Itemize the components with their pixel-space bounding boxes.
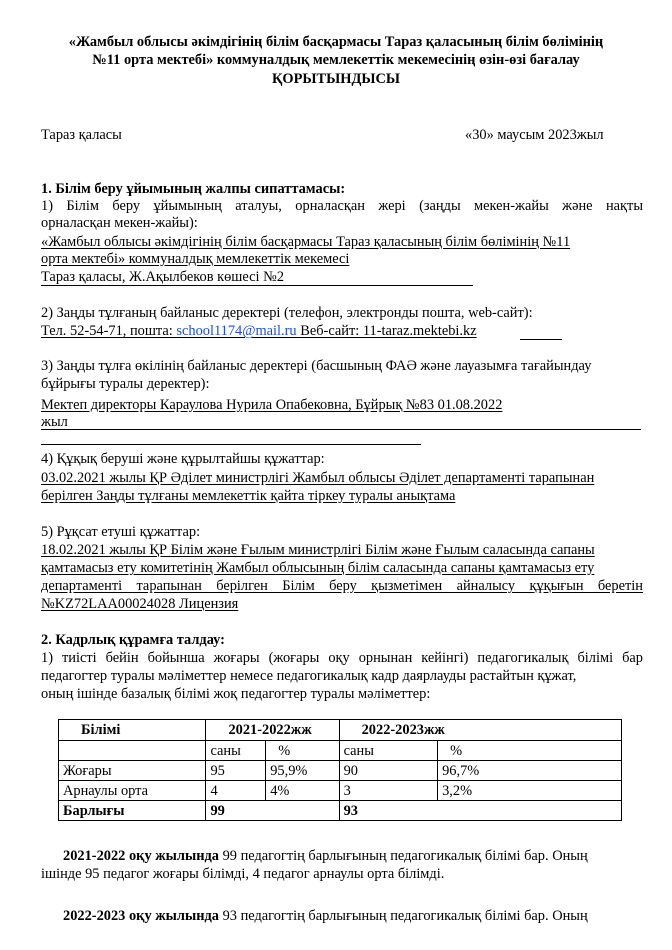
header-line-2: №11 орта мектебі» коммуналдық мемлекеттік мекемесінің өзін-өзі бағалау bbox=[92, 52, 580, 68]
paragraph-2021-year: 2021-2022 оқу жылында bbox=[63, 848, 219, 864]
phone: Тел. 52-54-71, пошта: bbox=[41, 323, 177, 339]
paragraph-2022 bbox=[63, 907, 588, 925]
section-2-intro-1: 1) тиісті бейін бойынша жоғары (жоғары оқу орнынан кейінгі) педагогикалық білімі бар bbox=[41, 650, 643, 666]
director-info-cont: жыл bbox=[41, 414, 68, 430]
address-underline bbox=[41, 285, 473, 286]
item-2-label: 2) Заңды тұлғаның байланыс деректері (телефон, электронды пошта, web-сайт): bbox=[41, 305, 533, 321]
section-2-title: 2. Кадрлық құрамға талдау: bbox=[41, 632, 225, 648]
staff-education-table bbox=[58, 719, 622, 821]
item-5-doc-line-1: 18.02.2021 жылы ҚР Білім және Ғылым министрлігі Білім және Ғылым саласында сапаны bbox=[41, 542, 595, 558]
row-count-2: 90 bbox=[339, 761, 438, 781]
header-line-1: «Жамбыл облысы әкімдігінің білім басқармасы Тараз қаласының білім бөлімінің bbox=[68, 34, 604, 50]
section-2-intro-2: педагогтер туралы мәліметтер немесе педагогикалық кадр даярлауды растайтын құжат, bbox=[41, 668, 577, 684]
row-percent-1: 4% bbox=[266, 781, 339, 801]
organization-name-cont: орта мектебі» коммуналдық мемлекеттік мекемесі bbox=[41, 251, 350, 267]
row-count-2: 3 bbox=[339, 781, 438, 801]
director-info: Мектеп директоры Караулова Нурила Опабековна, Бұйрық №83 01.08.2022 bbox=[41, 397, 503, 413]
paragraph-2021 bbox=[63, 847, 588, 865]
separator-line bbox=[41, 444, 421, 445]
row-count-1: 95 bbox=[206, 761, 266, 781]
total-year-2: 93 bbox=[339, 801, 621, 821]
total-year-1: 99 bbox=[206, 801, 339, 821]
row-label: Жоғары bbox=[59, 761, 206, 781]
table-row bbox=[59, 761, 622, 781]
section-1-title: 1. Білім беру ұйымының жалпы сипаттамасы: bbox=[41, 181, 346, 197]
place: Тараз қаласы bbox=[41, 127, 122, 143]
subheader-empty bbox=[59, 741, 206, 761]
organization-name: «Жамбыл облысы әкімдігінің білім басқармасы Тараз қаласының білім бөлімінің №11 bbox=[41, 234, 571, 250]
row-percent-2: 96,7% bbox=[438, 761, 622, 781]
item-1-label-cont: орналасқан мекен-жайы): bbox=[41, 215, 198, 231]
paragraph-2021-cont: ішінде 95 педагог жоғары білімді, 4 педагог арнаулы орта білімді. bbox=[41, 866, 445, 882]
date: «30» маусым 2023жыл bbox=[465, 127, 604, 143]
document-title: ҚОРЫТЫНДЫСЫ bbox=[271, 71, 401, 87]
header-year-2: 2022-2023жж bbox=[339, 720, 621, 741]
item-4-label: 4) Құқық беруші және құрылтайшы құжаттар: bbox=[41, 451, 325, 467]
subheader-count-1: саны bbox=[206, 741, 266, 761]
table-subheader-row bbox=[59, 741, 622, 761]
contacts-underline bbox=[520, 339, 562, 340]
item-5-label: 5) Рұқсат етуші құжаттар: bbox=[41, 524, 201, 540]
paragraph-2021-text: 99 педагогтің барлығының педагогикалық білімі бар. Оның bbox=[218, 848, 588, 864]
table-header-row bbox=[59, 720, 622, 741]
item-5-doc-line-4: №KZ72LAA00024028 Лицензия bbox=[41, 596, 239, 612]
director-underline bbox=[41, 429, 641, 430]
subheader-percent-1: % bbox=[266, 741, 339, 761]
header-education: Білімі bbox=[59, 720, 206, 741]
row-percent-2: 3,2% bbox=[438, 781, 622, 801]
item-1-label: 1) Білім беру ұйымының аталуы, орналасқан жері (заңды мекен-жайы және нақты bbox=[41, 198, 643, 214]
paragraph-2022-year: 2022-2023 оқу жылында bbox=[63, 908, 219, 924]
paragraph-2022-text: 93 педагогтің барлығының педагогикалық білімі бар. Оның bbox=[218, 908, 588, 924]
row-percent-1: 95,9% bbox=[266, 761, 339, 781]
table-row bbox=[59, 781, 622, 801]
website: Веб-сайт: 11-taraz.mektebi.kz bbox=[296, 323, 477, 339]
total-label: Барлығы bbox=[59, 801, 206, 821]
item-3-label-cont: бұйрығы туралы деректер): bbox=[41, 376, 210, 392]
item-3-label: 3) Заңды тұлға өкілінің байланыс деректері (басшының ФАӘ және лауазымға тағайындау bbox=[41, 358, 592, 374]
section-2-intro-3: оның ішінде базалық білімі жоқ педагогтер туралы мәліметтер: bbox=[41, 686, 431, 702]
subheader-count-2: саны bbox=[339, 741, 438, 761]
item-5-doc-line-2: қамтамасыз ету комитетінің Жамбыл облысының білім саласында сапаны қамтамасыз ету bbox=[41, 560, 595, 576]
row-label: Арнаулы орта bbox=[59, 781, 206, 801]
item-4-doc: 03.02.2021 жылы ҚР Әділет министрлігі Жамбыл облысы Әділет департаменті тарапынан bbox=[41, 470, 595, 486]
item-5-doc-line-3: департаменті тарапынан берілген Білім беру қызметімен айналысу құқығын беретін bbox=[41, 578, 643, 594]
email-link[interactable]: school1174@mail.ru bbox=[176, 323, 297, 339]
address: Тараз қаласы, Ж.Ақылбеков көшесі №2 bbox=[41, 269, 285, 285]
item-4-doc-cont: берілген Заңды тұлғаны мемлекеттік қайта тіркеу туралы анықтама bbox=[41, 488, 456, 504]
header-year-1: 2021-2022жж bbox=[206, 720, 339, 741]
subheader-percent-2: % bbox=[438, 741, 622, 761]
contacts-line bbox=[41, 322, 477, 340]
row-count-1: 4 bbox=[206, 781, 266, 801]
table-total-row bbox=[59, 801, 622, 821]
